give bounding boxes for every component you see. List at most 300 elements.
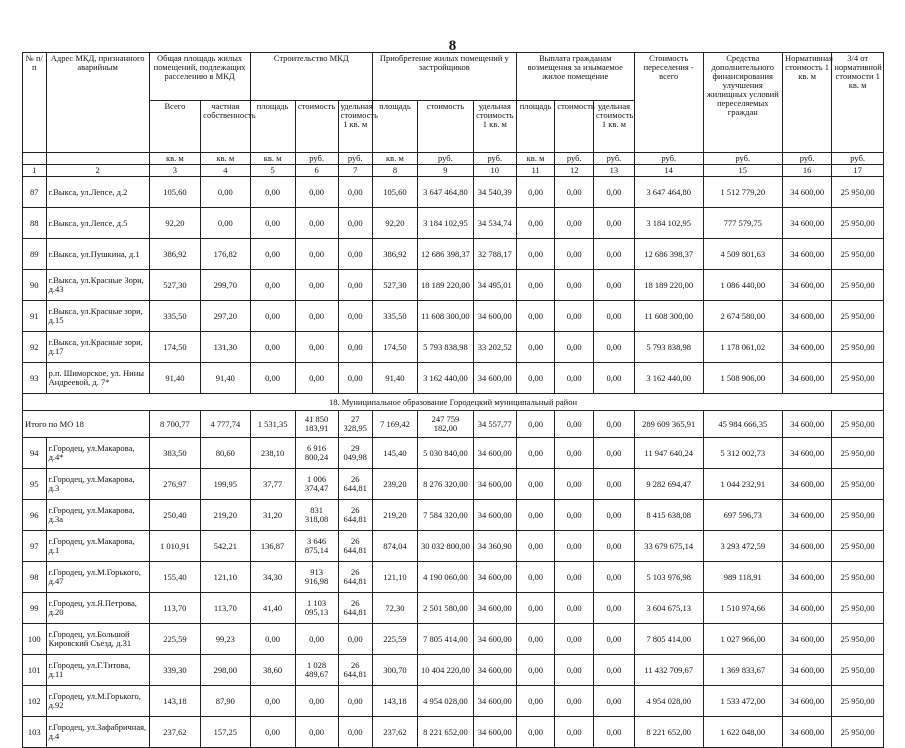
- unit-cell: руб.: [703, 153, 782, 165]
- total-c7: 27 328,95: [338, 411, 372, 438]
- total-c17: 25 950,00: [832, 411, 884, 438]
- value-cell-c8: 121,10: [372, 562, 417, 593]
- value-cell-c15: 1 044 232,91: [703, 469, 782, 500]
- value-cell-c7: 0,00: [338, 717, 372, 748]
- value-cell-c4: 157,25: [201, 717, 250, 748]
- address-cell: г.Выкса, ул.Красные Зори, д.43: [46, 270, 149, 301]
- value-cell-c5: 38,60: [250, 655, 295, 686]
- value-cell-c9: 18 189 220,00: [417, 270, 473, 301]
- value-cell-c10: 34 600,00: [473, 363, 516, 394]
- value-cell-c3: 339,30: [149, 655, 201, 686]
- value-cell-c16: 34 600,00: [782, 270, 831, 301]
- row-number: 89: [23, 239, 47, 270]
- address-cell: г.Городец, ул.Г.Титова, д.11: [46, 655, 149, 686]
- value-cell-c10: 34 600,00: [473, 717, 516, 748]
- header-payout-unit-cost: удельная стоимость 1 кв. м: [594, 101, 635, 153]
- address-cell: г.Городец, ул.Макарова, д.1: [46, 531, 149, 562]
- value-cell-c16: 34 600,00: [782, 177, 831, 208]
- value-cell-c3: 383,50: [149, 438, 201, 469]
- value-cell-c16: 34 600,00: [782, 593, 831, 624]
- value-cell-c17: 25 950,00: [832, 500, 884, 531]
- value-cell-c11: 0,00: [516, 208, 555, 239]
- total-c13: 0,00: [594, 411, 635, 438]
- row-number: 101: [23, 655, 47, 686]
- address-cell: г.Городец, ул.Макарова, д.3: [46, 469, 149, 500]
- address-cell: г.Выкса, ул.Пушкина, д.1: [46, 239, 149, 270]
- value-cell-c15: 2 674 580,00: [703, 301, 782, 332]
- value-cell-c13: 0,00: [594, 177, 635, 208]
- value-cell-c14: 7 805 414,00: [634, 624, 703, 655]
- value-cell-c6: 0,00: [295, 686, 338, 717]
- value-cell-c14: 8 221 652,00: [634, 717, 703, 748]
- value-cell-c4: 91,40: [201, 363, 250, 394]
- value-cell-c14: 3 162 440,00: [634, 363, 703, 394]
- total-c6: 41 850 183,91: [295, 411, 338, 438]
- value-cell-c8: 105,60: [372, 177, 417, 208]
- value-cell-c3: 174,50: [149, 332, 201, 363]
- section-title: 18. Муниципальное образование Городецкий муниципальный район: [23, 394, 884, 411]
- value-cell-c9: 3 184 102,95: [417, 208, 473, 239]
- value-cell-c15: 3 293 472,59: [703, 531, 782, 562]
- value-cell-c10: 34 600,00: [473, 562, 516, 593]
- row-number: 93: [23, 363, 47, 394]
- value-cell-c3: 91,40: [149, 363, 201, 394]
- table-row: [23, 469, 884, 500]
- total-c5: 1 531,35: [250, 411, 295, 438]
- value-cell-c13: 0,00: [594, 655, 635, 686]
- value-cell-c12: 0,00: [555, 270, 594, 301]
- total-c9: 247 759 182,00: [417, 411, 473, 438]
- value-cell-c14: 5 793 838,98: [634, 332, 703, 363]
- value-cell-c6: 831 318,08: [295, 500, 338, 531]
- page-number: 8: [448, 38, 457, 54]
- value-cell-c16: 34 600,00: [782, 301, 831, 332]
- header-extra-funds: Средства дополнительного финансирования улучшения жилищных условий переселяемых граждан: [703, 53, 782, 153]
- column-number-cell: 15: [703, 165, 782, 177]
- value-cell-c11: 0,00: [516, 593, 555, 624]
- value-cell-c11: 0,00: [516, 717, 555, 748]
- value-cell-c14: 4 954 028,00: [634, 686, 703, 717]
- value-cell-c9: 8 221 652,00: [417, 717, 473, 748]
- value-cell-c13: 0,00: [594, 239, 635, 270]
- value-cell-c11: 0,00: [516, 469, 555, 500]
- value-cell-c4: 87,90: [201, 686, 250, 717]
- value-cell-c15: 1 027 966,00: [703, 624, 782, 655]
- table-row: [23, 593, 884, 624]
- value-cell-c3: 92,20: [149, 208, 201, 239]
- value-cell-c5: 0,00: [250, 239, 295, 270]
- value-cell-c15: 1 510 974,66: [703, 593, 782, 624]
- value-cell-c3: 335,50: [149, 301, 201, 332]
- address-cell: г.Городец, ул.Я.Петрова, д.20: [46, 593, 149, 624]
- value-cell-c12: 0,00: [555, 469, 594, 500]
- address-cell: г.Городец, ул.М.Горького, д.92: [46, 686, 149, 717]
- total-c10: 34 557,77: [473, 411, 516, 438]
- value-cell-c17: 25 950,00: [832, 562, 884, 593]
- value-cell-c7: 0,00: [338, 239, 372, 270]
- value-cell-c10: 34 360,90: [473, 531, 516, 562]
- row-number: 100: [23, 624, 47, 655]
- value-cell-c14: 3 647 464,80: [634, 177, 703, 208]
- value-cell-c4: 298,00: [201, 655, 250, 686]
- column-number-cell: 2: [46, 165, 149, 177]
- value-cell-c7: 26 644,81: [338, 469, 372, 500]
- value-cell-c15: 1 178 061,02: [703, 332, 782, 363]
- value-cell-c6: 0,00: [295, 270, 338, 301]
- value-cell-c7: 0,00: [338, 208, 372, 239]
- value-cell-c9: 5 030 840,00: [417, 438, 473, 469]
- unit-cell: кв. м: [250, 153, 295, 165]
- value-cell-c9: 4 954 028,00: [417, 686, 473, 717]
- value-cell-c16: 34 600,00: [782, 655, 831, 686]
- column-number-cell: 5: [250, 165, 295, 177]
- address-cell: г.Выкса, ул.Красные зори, д.15: [46, 301, 149, 332]
- value-cell-c11: 0,00: [516, 655, 555, 686]
- value-cell-c8: 145,40: [372, 438, 417, 469]
- section-header-row: [23, 394, 884, 411]
- row-number: 90: [23, 270, 47, 301]
- value-cell-c13: 0,00: [594, 593, 635, 624]
- value-cell-c14: 9 282 694,47: [634, 469, 703, 500]
- value-cell-c9: 3 647 464,80: [417, 177, 473, 208]
- value-cell-c8: 239,20: [372, 469, 417, 500]
- value-cell-c11: 0,00: [516, 500, 555, 531]
- header-constr-cost: стоимость: [295, 101, 338, 153]
- value-cell-c13: 0,00: [594, 624, 635, 655]
- value-cell-c13: 0,00: [594, 438, 635, 469]
- value-cell-c17: 25 950,00: [832, 624, 884, 655]
- value-cell-c13: 0,00: [594, 332, 635, 363]
- unit-cell: кв. м: [516, 153, 555, 165]
- value-cell-c4: 0,00: [201, 177, 250, 208]
- value-cell-c8: 335,50: [372, 301, 417, 332]
- unit-cell: руб.: [594, 153, 635, 165]
- value-cell-c9: 12 686 398,37: [417, 239, 473, 270]
- value-cell-c14: 8 415 638,08: [634, 500, 703, 531]
- value-cell-c10: 34 600,00: [473, 686, 516, 717]
- value-cell-c7: 29 049,98: [338, 438, 372, 469]
- value-cell-c13: 0,00: [594, 562, 635, 593]
- value-cell-c4: 219,20: [201, 500, 250, 531]
- value-cell-c17: 25 950,00: [832, 332, 884, 363]
- value-cell-c15: 5 312 002,73: [703, 438, 782, 469]
- row-number: 103: [23, 717, 47, 748]
- value-cell-c4: 542,21: [201, 531, 250, 562]
- unit-cell: руб.: [338, 153, 372, 165]
- value-cell-c4: 297,20: [201, 301, 250, 332]
- value-cell-c7: 0,00: [338, 686, 372, 717]
- value-cell-c12: 0,00: [555, 177, 594, 208]
- value-cell-c12: 0,00: [555, 239, 594, 270]
- value-cell-c6: 0,00: [295, 177, 338, 208]
- value-cell-c16: 34 600,00: [782, 208, 831, 239]
- value-cell-c13: 0,00: [594, 500, 635, 531]
- value-cell-c6: 1 006 374,47: [295, 469, 338, 500]
- column-number-cell: 3: [149, 165, 201, 177]
- value-cell-c12: 0,00: [555, 438, 594, 469]
- table-row: [23, 239, 884, 270]
- value-cell-c14: 12 686 398,37: [634, 239, 703, 270]
- table-row: [23, 332, 884, 363]
- header-address: Адрес МКД, признанного аварийным: [46, 53, 149, 153]
- address-cell: г.Городец, ул.Большой Кировский Съезд, д.31: [46, 624, 149, 655]
- value-cell-c8: 300,70: [372, 655, 417, 686]
- value-cell-c5: 0,00: [250, 717, 295, 748]
- value-cell-c15: 777 579,75: [703, 208, 782, 239]
- column-number-cell: 16: [782, 165, 831, 177]
- value-cell-c8: 143,18: [372, 686, 417, 717]
- value-cell-c10: 33 202,52: [473, 332, 516, 363]
- value-cell-c9: 10 404 220,00: [417, 655, 473, 686]
- column-number-cell: 13: [594, 165, 635, 177]
- value-cell-c16: 34 600,00: [782, 438, 831, 469]
- table-row: [23, 208, 884, 239]
- value-cell-c8: 219,20: [372, 500, 417, 531]
- total-c3: 8 700,77: [149, 411, 201, 438]
- table-row: [23, 655, 884, 686]
- header-total: Всего: [149, 101, 201, 153]
- value-cell-c8: 72,30: [372, 593, 417, 624]
- value-cell-c5: 0,00: [250, 363, 295, 394]
- value-cell-c15: 1 086 440,00: [703, 270, 782, 301]
- value-cell-c6: 0,00: [295, 363, 338, 394]
- table-row: [23, 438, 884, 469]
- value-cell-c17: 25 950,00: [832, 655, 884, 686]
- value-cell-c5: 0,00: [250, 270, 295, 301]
- total-row: [23, 411, 884, 438]
- value-cell-c6: 0,00: [295, 239, 338, 270]
- unit-cell: руб.: [782, 153, 831, 165]
- value-cell-c15: 1 369 833,67: [703, 655, 782, 686]
- value-cell-c6: 1 103 095,13: [295, 593, 338, 624]
- value-cell-c14: 5 103 976,98: [634, 562, 703, 593]
- column-number-cell: 9: [417, 165, 473, 177]
- value-cell-c10: 32 788,17: [473, 239, 516, 270]
- value-cell-c7: 0,00: [338, 301, 372, 332]
- value-cell-c12: 0,00: [555, 500, 594, 531]
- total-label: Итого по МО 18: [23, 411, 150, 438]
- value-cell-c8: 91,40: [372, 363, 417, 394]
- header-purchase-unit-cost: удельная стоимость 1 кв. м: [473, 101, 516, 153]
- value-cell-c14: 3 184 102,95: [634, 208, 703, 239]
- value-cell-c12: 0,00: [555, 655, 594, 686]
- row-number: 99: [23, 593, 47, 624]
- value-cell-c3: 143,18: [149, 686, 201, 717]
- column-number-cell: 14: [634, 165, 703, 177]
- address-cell: г.Городец, ул.Макарова, д.4*: [46, 438, 149, 469]
- value-cell-c7: 26 644,81: [338, 655, 372, 686]
- value-cell-c13: 0,00: [594, 301, 635, 332]
- units-row: [23, 153, 884, 165]
- value-cell-c4: 99,23: [201, 624, 250, 655]
- value-cell-c6: 913 916,98: [295, 562, 338, 593]
- value-cell-c12: 0,00: [555, 562, 594, 593]
- value-cell-c5: 34,30: [250, 562, 295, 593]
- value-cell-c9: 7 584 320,00: [417, 500, 473, 531]
- value-cell-c11: 0,00: [516, 686, 555, 717]
- value-cell-c17: 25 950,00: [832, 531, 884, 562]
- column-number-cell: 12: [555, 165, 594, 177]
- header-private: частная собственность: [201, 101, 250, 153]
- value-cell-c17: 25 950,00: [832, 469, 884, 500]
- value-cell-c16: 34 600,00: [782, 500, 831, 531]
- value-cell-c10: 34 600,00: [473, 655, 516, 686]
- column-number-cell: 6: [295, 165, 338, 177]
- table-row: [23, 363, 884, 394]
- value-cell-c17: 25 950,00: [832, 717, 884, 748]
- value-cell-c11: 0,00: [516, 332, 555, 363]
- value-cell-c3: 105,60: [149, 177, 201, 208]
- value-cell-c5: 136,87: [250, 531, 295, 562]
- value-cell-c15: 989 118,91: [703, 562, 782, 593]
- value-cell-c12: 0,00: [555, 301, 594, 332]
- unit-cell: кв. м: [149, 153, 201, 165]
- value-cell-c12: 0,00: [555, 717, 594, 748]
- value-cell-c9: 5 793 838,98: [417, 332, 473, 363]
- row-number: 92: [23, 332, 47, 363]
- value-cell-c12: 0,00: [555, 593, 594, 624]
- value-cell-c5: 41,40: [250, 593, 295, 624]
- column-number-cell: 1: [23, 165, 47, 177]
- value-cell-c12: 0,00: [555, 332, 594, 363]
- value-cell-c9: 4 190 060,00: [417, 562, 473, 593]
- unit-cell: кв. м: [372, 153, 417, 165]
- value-cell-c4: 0,00: [201, 208, 250, 239]
- unit-cell: кв. м: [201, 153, 250, 165]
- address-cell: г.Выкса, ул.Лепсе, д.5: [46, 208, 149, 239]
- value-cell-c4: 199,95: [201, 469, 250, 500]
- address-cell: г.Городец, ул.Зафабричная, д.4: [46, 717, 149, 748]
- header-payout-cost: стоимость: [555, 101, 594, 153]
- value-cell-c3: 155,40: [149, 562, 201, 593]
- total-c12: 0,00: [555, 411, 594, 438]
- value-cell-c11: 0,00: [516, 301, 555, 332]
- value-cell-c17: 25 950,00: [832, 270, 884, 301]
- value-cell-c13: 0,00: [594, 270, 635, 301]
- value-cell-c15: 1 533 472,00: [703, 686, 782, 717]
- value-cell-c12: 0,00: [555, 208, 594, 239]
- value-cell-c14: 11 432 709,67: [634, 655, 703, 686]
- value-cell-c16: 34 600,00: [782, 717, 831, 748]
- value-cell-c8: 386,92: [372, 239, 417, 270]
- value-cell-c14: 11 608 300,00: [634, 301, 703, 332]
- value-cell-c10: 34 600,00: [473, 469, 516, 500]
- column-number-cell: 8: [372, 165, 417, 177]
- address-cell: г.Выкса, ул.Лепсе, д.2: [46, 177, 149, 208]
- total-c4: 4 777,74: [201, 411, 250, 438]
- value-cell-c3: 113,70: [149, 593, 201, 624]
- value-cell-c10: 34 540,39: [473, 177, 516, 208]
- value-cell-c11: 0,00: [516, 438, 555, 469]
- value-cell-c10: 34 534,74: [473, 208, 516, 239]
- value-cell-c11: 0,00: [516, 177, 555, 208]
- value-cell-c9: 11 608 300,00: [417, 301, 473, 332]
- value-cell-c5: 37,77: [250, 469, 295, 500]
- value-cell-c11: 0,00: [516, 239, 555, 270]
- value-cell-c10: 34 600,00: [473, 301, 516, 332]
- value-cell-c3: 250,40: [149, 500, 201, 531]
- value-cell-c3: 237,62: [149, 717, 201, 748]
- value-cell-c13: 0,00: [594, 531, 635, 562]
- value-cell-c17: 25 950,00: [832, 239, 884, 270]
- row-number: 98: [23, 562, 47, 593]
- value-cell-c7: 0,00: [338, 624, 372, 655]
- value-cell-c17: 25 950,00: [832, 686, 884, 717]
- value-cell-c8: 92,20: [372, 208, 417, 239]
- value-cell-c17: 25 950,00: [832, 363, 884, 394]
- value-cell-c13: 0,00: [594, 469, 635, 500]
- value-cell-c3: 1 010,91: [149, 531, 201, 562]
- value-cell-c5: 0,00: [250, 686, 295, 717]
- value-cell-c15: 697 596,73: [703, 500, 782, 531]
- value-cell-c5: 0,00: [250, 208, 295, 239]
- value-cell-c9: 2 501 580,00: [417, 593, 473, 624]
- value-cell-c16: 34 600,00: [782, 562, 831, 593]
- table-row: [23, 717, 884, 748]
- value-cell-c14: 18 189 220,00: [634, 270, 703, 301]
- value-cell-c16: 34 600,00: [782, 363, 831, 394]
- header-norm-cost: Нормативная стоимость 1 кв. м: [782, 53, 831, 153]
- value-cell-c6: 3 646 875,14: [295, 531, 338, 562]
- value-cell-c8: 874,04: [372, 531, 417, 562]
- table-row: [23, 177, 884, 208]
- address-cell: р.п. Шиморское, ул. Нины Андреевой, д. 7*: [46, 363, 149, 394]
- row-number: 96: [23, 500, 47, 531]
- total-c8: 7 169,42: [372, 411, 417, 438]
- column-numbers-row: [23, 165, 884, 177]
- value-cell-c4: 299,70: [201, 270, 250, 301]
- value-cell-c7: 26 644,81: [338, 500, 372, 531]
- value-cell-c11: 0,00: [516, 562, 555, 593]
- value-cell-c6: 0,00: [295, 301, 338, 332]
- header-total-area-group: Общая площадь жилых помещений, подлежащих расселению в МКД: [149, 53, 250, 101]
- row-number: 88: [23, 208, 47, 239]
- table-row: [23, 562, 884, 593]
- value-cell-c10: 34 600,00: [473, 624, 516, 655]
- value-cell-c13: 0,00: [594, 686, 635, 717]
- value-cell-c14: 33 679 675,14: [634, 531, 703, 562]
- value-cell-c10: 34 600,00: [473, 438, 516, 469]
- value-cell-c15: 4 509 801,63: [703, 239, 782, 270]
- table-row: [23, 624, 884, 655]
- value-cell-c15: 1 622 048,00: [703, 717, 782, 748]
- table-row: [23, 301, 884, 332]
- value-cell-c16: 34 600,00: [782, 469, 831, 500]
- value-cell-c5: 0,00: [250, 177, 295, 208]
- value-cell-c16: 34 600,00: [782, 531, 831, 562]
- value-cell-c4: 131,30: [201, 332, 250, 363]
- value-cell-c4: 176,82: [201, 239, 250, 270]
- value-cell-c17: 25 950,00: [832, 438, 884, 469]
- value-cell-c3: 225,59: [149, 624, 201, 655]
- value-cell-c9: 7 805 414,00: [417, 624, 473, 655]
- unit-cell: руб.: [295, 153, 338, 165]
- header-constr-unit-cost: удельная стоимость 1 кв. м: [338, 101, 372, 153]
- unit-cell: руб.: [832, 153, 884, 165]
- value-cell-c4: 121,10: [201, 562, 250, 593]
- header-construction-group: Строительство МКД: [250, 53, 372, 101]
- value-cell-c7: 0,00: [338, 177, 372, 208]
- value-cell-c5: 0,00: [250, 624, 295, 655]
- value-cell-c7: 26 644,81: [338, 531, 372, 562]
- header-purchase-area: площадь: [372, 101, 417, 153]
- row-number: 94: [23, 438, 47, 469]
- resettlement-table: [22, 52, 884, 748]
- value-cell-c9: 8 276 320,00: [417, 469, 473, 500]
- value-cell-c17: 25 950,00: [832, 208, 884, 239]
- value-cell-c4: 113,70: [201, 593, 250, 624]
- value-cell-c10: 34 600,00: [473, 593, 516, 624]
